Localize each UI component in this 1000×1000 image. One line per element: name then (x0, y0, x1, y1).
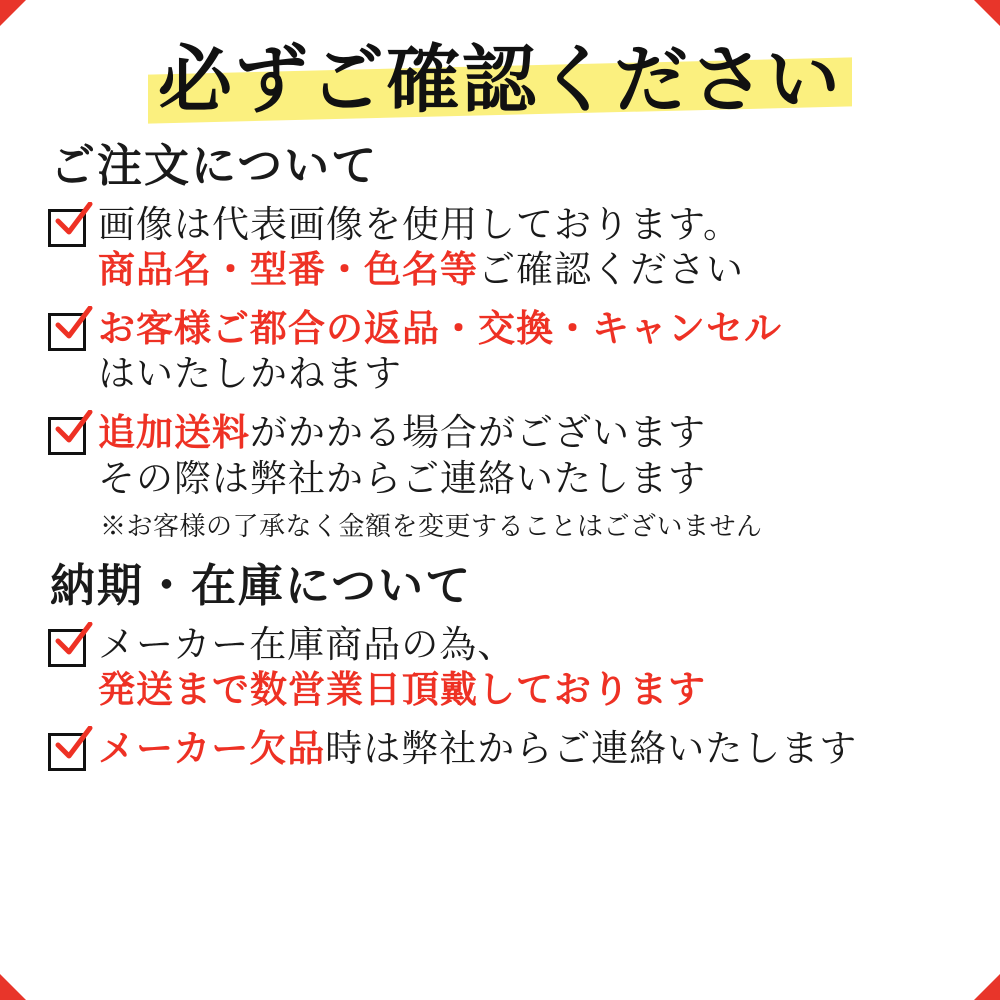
plain-text: ご確認ください (478, 250, 744, 291)
page-title-wrap (44, 40, 956, 123)
list-item (48, 203, 956, 293)
check-mark-icon (55, 726, 93, 760)
list-item (48, 307, 956, 397)
section-heading-order: ご注文について (50, 140, 379, 191)
plain-text: がかかる場合がございます (250, 413, 706, 455)
list-item-text (98, 623, 956, 713)
list-item-line: その際は弊社からご連絡いたします (98, 458, 706, 500)
section-heading-delivery: 納期・在庫について (50, 560, 473, 611)
checkbox-icon (48, 313, 86, 351)
list-item-line: メーカー在庫商品の為、 (98, 624, 516, 666)
list-item-text (98, 411, 956, 542)
emphasis-text: 商品名・型番・色名等 (98, 250, 478, 291)
list-item-line: はいたしかねます (98, 354, 402, 396)
list-item (48, 623, 956, 713)
plain-text: 時は弊社からご連絡いたします (325, 728, 858, 770)
check-mark-icon (55, 202, 93, 236)
list-item (48, 411, 956, 542)
list-item-line (98, 248, 956, 293)
list-item-text (98, 203, 956, 293)
checkbox-icon (48, 209, 86, 247)
checkbox-icon (48, 417, 86, 455)
check-mark-icon (55, 410, 93, 444)
check-mark-icon (55, 306, 93, 340)
emphasis-text: メーカー欠品 (98, 728, 326, 770)
checkbox-icon (48, 733, 86, 771)
emphasis-text: 追加送料 (98, 413, 250, 455)
list-item-line (98, 727, 956, 772)
list-item-text (98, 307, 956, 397)
list-item-line: 発送まで数営業日頂戴しております (98, 669, 706, 711)
list-item (48, 727, 956, 772)
checkbox-icon (48, 629, 86, 667)
list-item-line: 画像は代表画像を使用しております。 (98, 204, 742, 246)
list-item-note: ※お客様の了承なく金額を変更することはございません (100, 511, 763, 541)
list-item-text (98, 727, 956, 772)
page-title (148, 40, 852, 123)
list-item-line (98, 411, 956, 456)
check-mark-icon (55, 622, 93, 656)
page-title-text: 必ずご確認ください (158, 40, 842, 122)
list-item-line: お客様ご都合の返品・交換・キャンセル (98, 309, 782, 351)
